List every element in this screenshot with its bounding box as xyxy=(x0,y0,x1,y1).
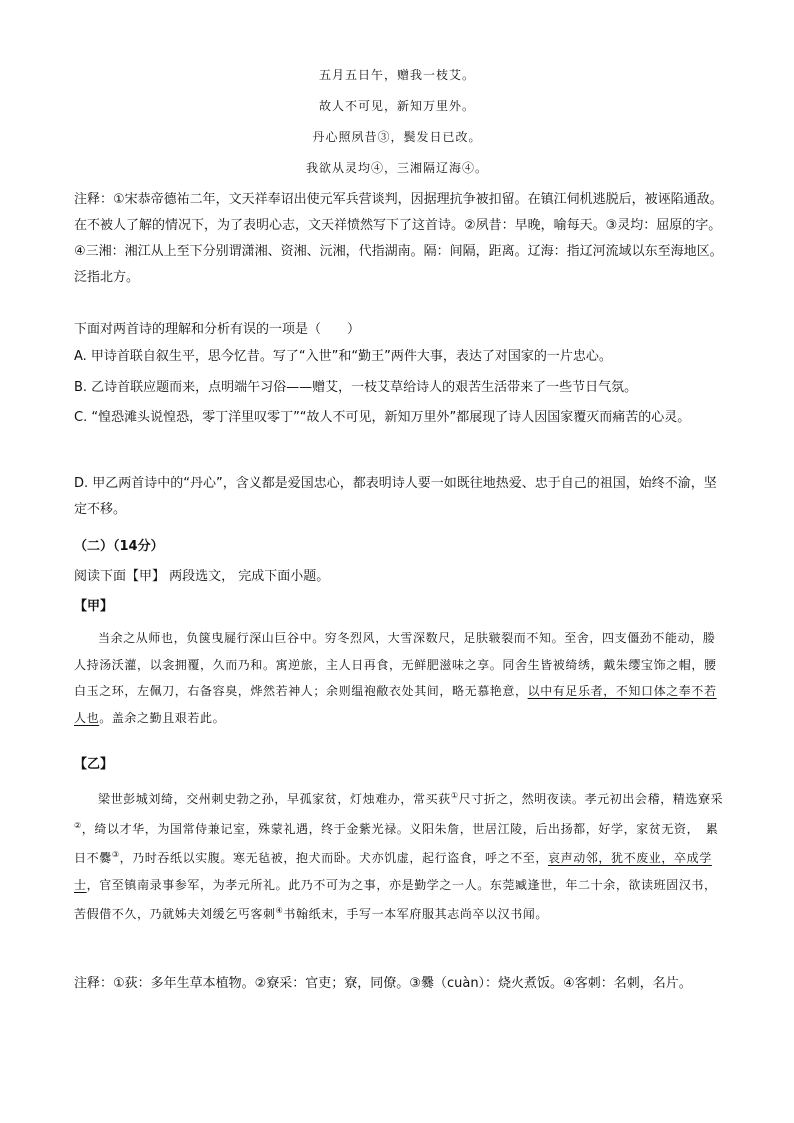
footnote-mark-4: ④ xyxy=(275,906,284,915)
section-heading: （二）（14分） xyxy=(74,539,164,554)
passage-b xyxy=(74,783,724,928)
poem-line-2: 故人不可见，新知万里外。 xyxy=(318,99,475,113)
poem-line-3: 丹心照夙昔③，鬓发日已改。 xyxy=(312,130,482,144)
poem-line-1: 五月五日午，赠我一枝艾。 xyxy=(318,68,475,82)
passage-b-underlined: 哀声动邻，犹不废业，卒成学士 xyxy=(74,851,712,892)
passage-a-text: 当余之从师也，负箧曳屣行深山巨谷中。穷冬烈风，大雪深数尺，足肤皲裂而不知。至舍，四支僵劲不能动，媵人持汤沃灌，以衾拥覆，久而乃和。寓逆旅，主人日再食，无鲜肥滋味之享。同舍生皆被绮绣，戴朱缨宝饰之帽，腰白玉之环，左佩刀，右备容臭，烨然若神人；余则缊袍敝衣处其间，略无慕艳意， xyxy=(74,631,717,698)
passage-b-text-2: 尺寸折之，然明夜读。孝元初出会稽，精选寮采 xyxy=(458,792,724,806)
question-stem: 下面对两首诗的理解和分析有误的一项是（ ） xyxy=(74,322,361,337)
footnote-mark-2: ② xyxy=(74,820,82,830)
option-c: C. “惶恐滩头说惶恐，零丁洋里叹零丁”“故人不可见，新知万里外”都展现了诗人因国家覆灭而痛苦的心灵。 xyxy=(74,410,691,425)
reading-instruction: 阅读下面【甲】 两段选文， 完成下面小题。 xyxy=(74,569,330,584)
passage-b-text-4: ，乃时吞纸以实腹。寒无毡被，抱犬而卧。犬亦饥虚，起行盗食，呼之不至， xyxy=(119,851,548,865)
poem-line-4: 我欲从灵均④，三湘隔辽海④。 xyxy=(305,161,488,175)
passage-annotation: 注释：①荻：多年生草本植物。②寮采：官吏；寮，同僚。③爨（cuàn）：烧火煮饭。④客刺：名刺，名片。 xyxy=(74,976,692,991)
passage-b-label: 【乙】 xyxy=(74,757,114,772)
footnote-mark-3: ③ xyxy=(111,850,120,859)
passage-a-label: 【甲】 xyxy=(74,599,114,614)
passage-b-text-6: 书翰纸末，手写一本军府服其志尚卒以汉书闻。 xyxy=(283,907,548,921)
passage-b-text-3: ，绮以才华，为国常侍兼记室，殊蒙礼遇，终于金紫光禄。义阳朱詹，世居江陵，后出扬都，好学，家贫无资， 累日不爨 xyxy=(74,821,719,865)
option-b: B. 乙诗首联应题而来，点明端午习俗——赠艾，一枝艾草给诗人的艰苦生活带来了一些节日气氛。 xyxy=(74,380,638,395)
poem-annotation: 注释：①宋恭帝德祐二年，文天祥奉诏出使元军兵营谈判，因据理抗争被扣留。在镇江伺机逃脱后，被诬陷通敌。在不被人了解的情况下，为了表明心志，文天祥愤然写下了这首诗。②夙昔：早晚，喻每天。③灵均：屈原的字。④三湘：湘江从上至下分别谓潇湘、资湘、沅湘，代指湖南。隔：间隔，距离。辽海：指辽河流域以东至海地区。泛指北方。 xyxy=(74,192,723,285)
option-d: D. 甲乙两首诗中的“丹心”，含义都是爱国忠心，都表明诗人要一如既往地热爱、忠于自己的祖国，始终不渝，坚定不移。 xyxy=(74,476,717,517)
passage-a-ending: 。盖余之勤且艰若此。 xyxy=(99,710,226,725)
passage-a-underlined: 以中有足乐者，不知口体之奉不若人也 xyxy=(74,684,717,725)
passage-b-text-1: 梁世彭城刘绮，交州刺史勃之孙，早孤家贫，灯烛难办，常买荻 xyxy=(98,792,451,806)
option-a: A. 甲诗首联自叙生平，思今忆昔。写了“入世”和“勤王”两件大事，表达了对国家的一片忠心。 xyxy=(74,349,612,364)
footnote-mark-1: ① xyxy=(450,791,459,800)
passage-b-text-5: ，官至镇南录事参军，为孝元所礼。此乃不可为之事，亦是勤学之一人。东莞臧逢世，年二十余，欲读班固汉书，苦假借不久，乃就姊夫刘缓乞丐客刺 xyxy=(74,877,717,921)
passage-a xyxy=(74,625,724,731)
